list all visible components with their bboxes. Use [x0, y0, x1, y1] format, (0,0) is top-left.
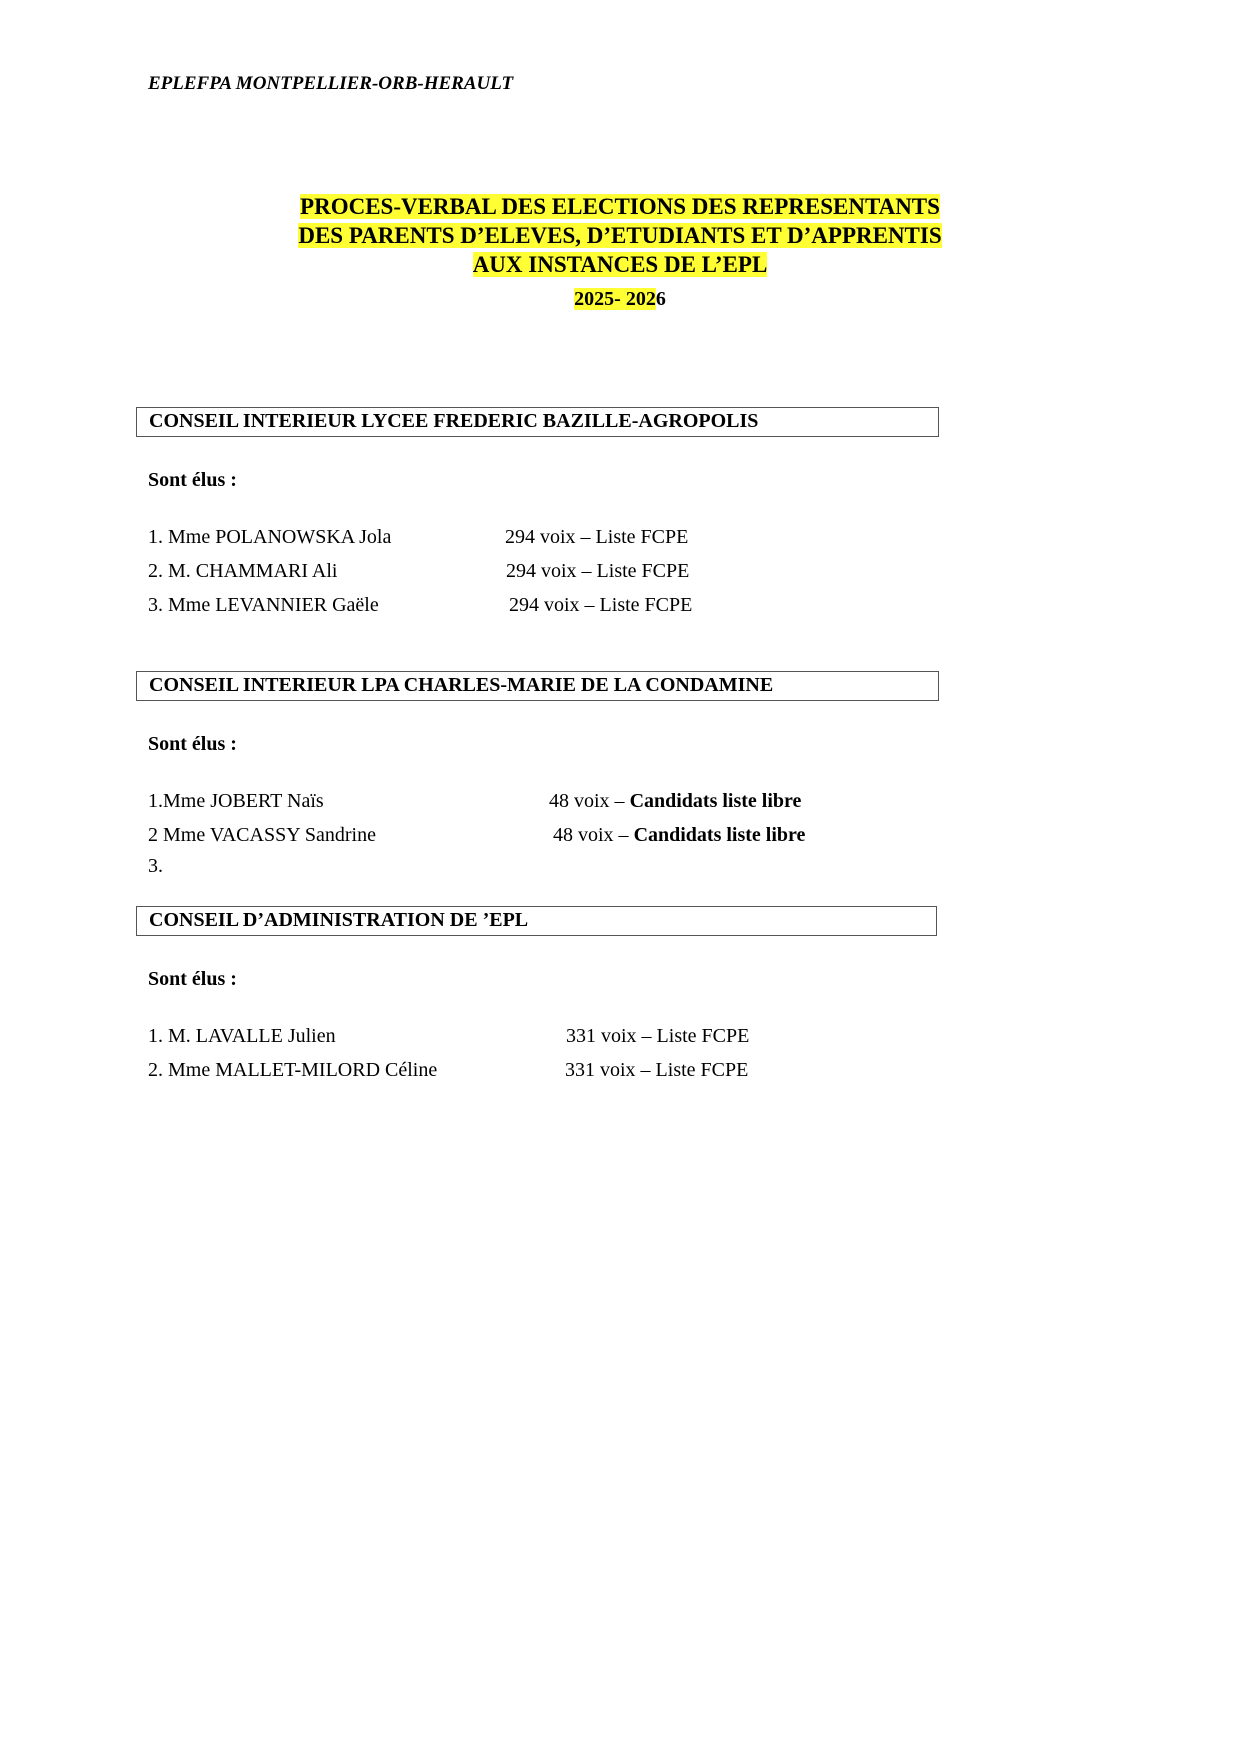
section-heading-conseil-interieur-lycee: CONSEIL INTERIEUR LYCEE FREDERIC BAZILLE-AGROPOLIS	[136, 407, 939, 437]
candidate-list-name: Candidats liste libre	[633, 824, 806, 846]
school-year-highlighted: 2025- 202	[574, 288, 656, 310]
school-year-rest: 6	[655, 288, 666, 310]
candidate-name: 1. M. LAVALLE Julien	[148, 1025, 336, 1047]
candidate-name: 3. Mme LEVANNIER Gaële	[148, 594, 379, 616]
section-heading-conseil-administration: CONSEIL D’ADMINISTRATION DE ’EPL	[136, 906, 937, 936]
title-line-2: DES PARENTS D’ELEVES, D’ETUDIANTS ET D’APPRENTIS	[298, 223, 942, 248]
candidate-votes	[553, 820, 805, 850]
candidate-votes: 331 voix – Liste FCPE	[565, 1059, 749, 1081]
candidate-name: 2. Mme MALLET-MILORD Céline	[148, 1059, 438, 1081]
section-heading-conseil-interieur-lpa: CONSEIL INTERIEUR LPA CHARLES-MARIE DE LA CONDAMINE	[136, 671, 939, 701]
candidate-list-name: Candidats liste libre	[629, 790, 802, 812]
candidate-votes: 331 voix – Liste FCPE	[566, 1025, 750, 1047]
candidate-vote-count: 48 voix –	[553, 824, 634, 846]
organization-name: EPLEFPA MONTPELLIER-ORB-HERAULT	[148, 73, 514, 94]
candidate-name: 1.Mme JOBERT Naïs	[148, 790, 324, 812]
candidate-name: 2. M. CHAMMARI Ali	[148, 560, 338, 582]
elected-label: Sont élus :	[148, 733, 237, 755]
document-title	[0, 192, 1240, 279]
candidate-votes	[549, 786, 801, 816]
candidate-name: 3.	[148, 855, 163, 877]
title-line-1: PROCES-VERBAL DES ELECTIONS DES REPRESENTANTS	[300, 194, 940, 219]
candidate-name: 1. Mme POLANOWSKA Jola	[148, 526, 392, 548]
school-year	[0, 288, 1240, 311]
title-line-3: AUX INSTANCES DE L’EPL	[472, 252, 768, 277]
elected-label: Sont élus :	[148, 968, 237, 990]
candidate-votes: 294 voix – Liste FCPE	[509, 594, 693, 616]
elected-label: Sont élus :	[148, 469, 237, 491]
candidate-vote-count: 48 voix –	[549, 790, 630, 812]
candidate-votes: 294 voix – Liste FCPE	[506, 560, 690, 582]
candidate-name: 2 Mme VACASSY Sandrine	[148, 824, 376, 846]
candidate-votes: 294 voix – Liste FCPE	[505, 526, 689, 548]
